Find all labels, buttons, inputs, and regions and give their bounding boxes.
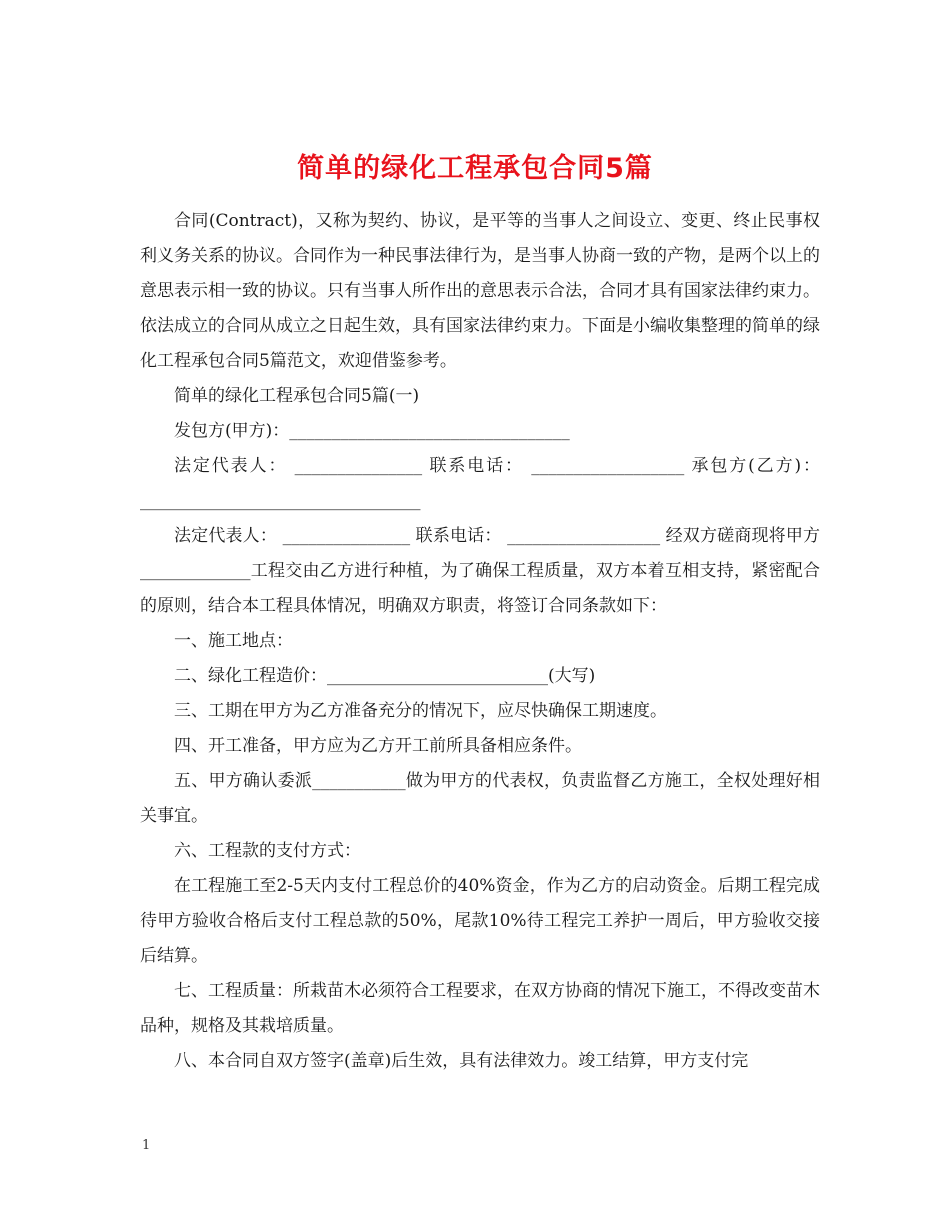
- document-title: 简单的绿化工程承包合同5篇: [297, 153, 653, 185]
- paragraph-clause-2: 二、绿化工程造价：__________________________(大写): [174, 666, 596, 686]
- page-number: 1: [142, 1138, 151, 1153]
- document-body: [140, 204, 820, 1079]
- paragraph-contract-heading: 简单的绿化工程承包合同5篇(一): [174, 386, 420, 406]
- paragraph-clause-5: 五、甲方确认委派___________做为甲方的代表权，负责监督乙方施工，全权处理好相关事宜。: [140, 771, 820, 826]
- paragraph-clause-8: 八、本合同自双方签字(盖章)后生效，具有法律效力。竣工结算，甲方支付完: [174, 1051, 749, 1071]
- paragraph-clause-6: 六、工程款的支付方式：: [174, 841, 361, 861]
- paragraph-clause-1: 一、施工地点：: [174, 631, 293, 651]
- paragraph-clause-3: 三、工期在甲方为乙方准备充分的情况下，应尽快确保工期速度。: [174, 701, 667, 721]
- paragraph-clause-7: 七、工程质量：所栽苗木必须符合工程要求，在双方协商的情况下施工，不得改变苗木品种，规格及其栽培质量。: [140, 981, 820, 1036]
- paragraph-negotiation: 法定代表人： _______________ 联系电话： __________________ 经双方磋商现将甲方_____________工程交由乙方进行种植，为了确保工程质量，双方本着互相支持，紧密配合的原则，结合本工程具体情况，明确双方职责，将签订合同条款如下：: [140, 526, 820, 616]
- paragraph-party-b: 法定代表人： _______________ 联系电话： __________________ 承包方(乙方)：_________________________________: [140, 456, 820, 511]
- paragraph-party-a: 发包方(甲方)：_________________________________: [174, 421, 570, 441]
- paragraph-intro: 合同(Contract)，又称为契约、协议，是平等的当事人之间设立、变更、终止民事权利义务关系的协议。合同作为一种民事法律行为，是当事人协商一致的产物，是两个以上的意思表示相一致的协议。只有当事人所作出的意思表示合法，合同才具有国家法律约束力。依法成立的合同从成立之日起生效，具有国家法律约束力。下面是小编收集整理的简单的绿化工程承包合同5篇范文，欢迎借鉴参考。: [140, 211, 820, 371]
- paragraph-clause-4: 四、开工准备，甲方应为乙方开工前所具备相应条件。: [174, 736, 582, 756]
- paragraph-payment-terms: 在工程施工至2-5天内支付工程总价的40%资金，作为乙方的启动资金。后期工程完成待甲方验收合格后支付工程总款的50%，尾款10%待工程完工养护一周后，甲方验收交接后结算。: [140, 876, 820, 966]
